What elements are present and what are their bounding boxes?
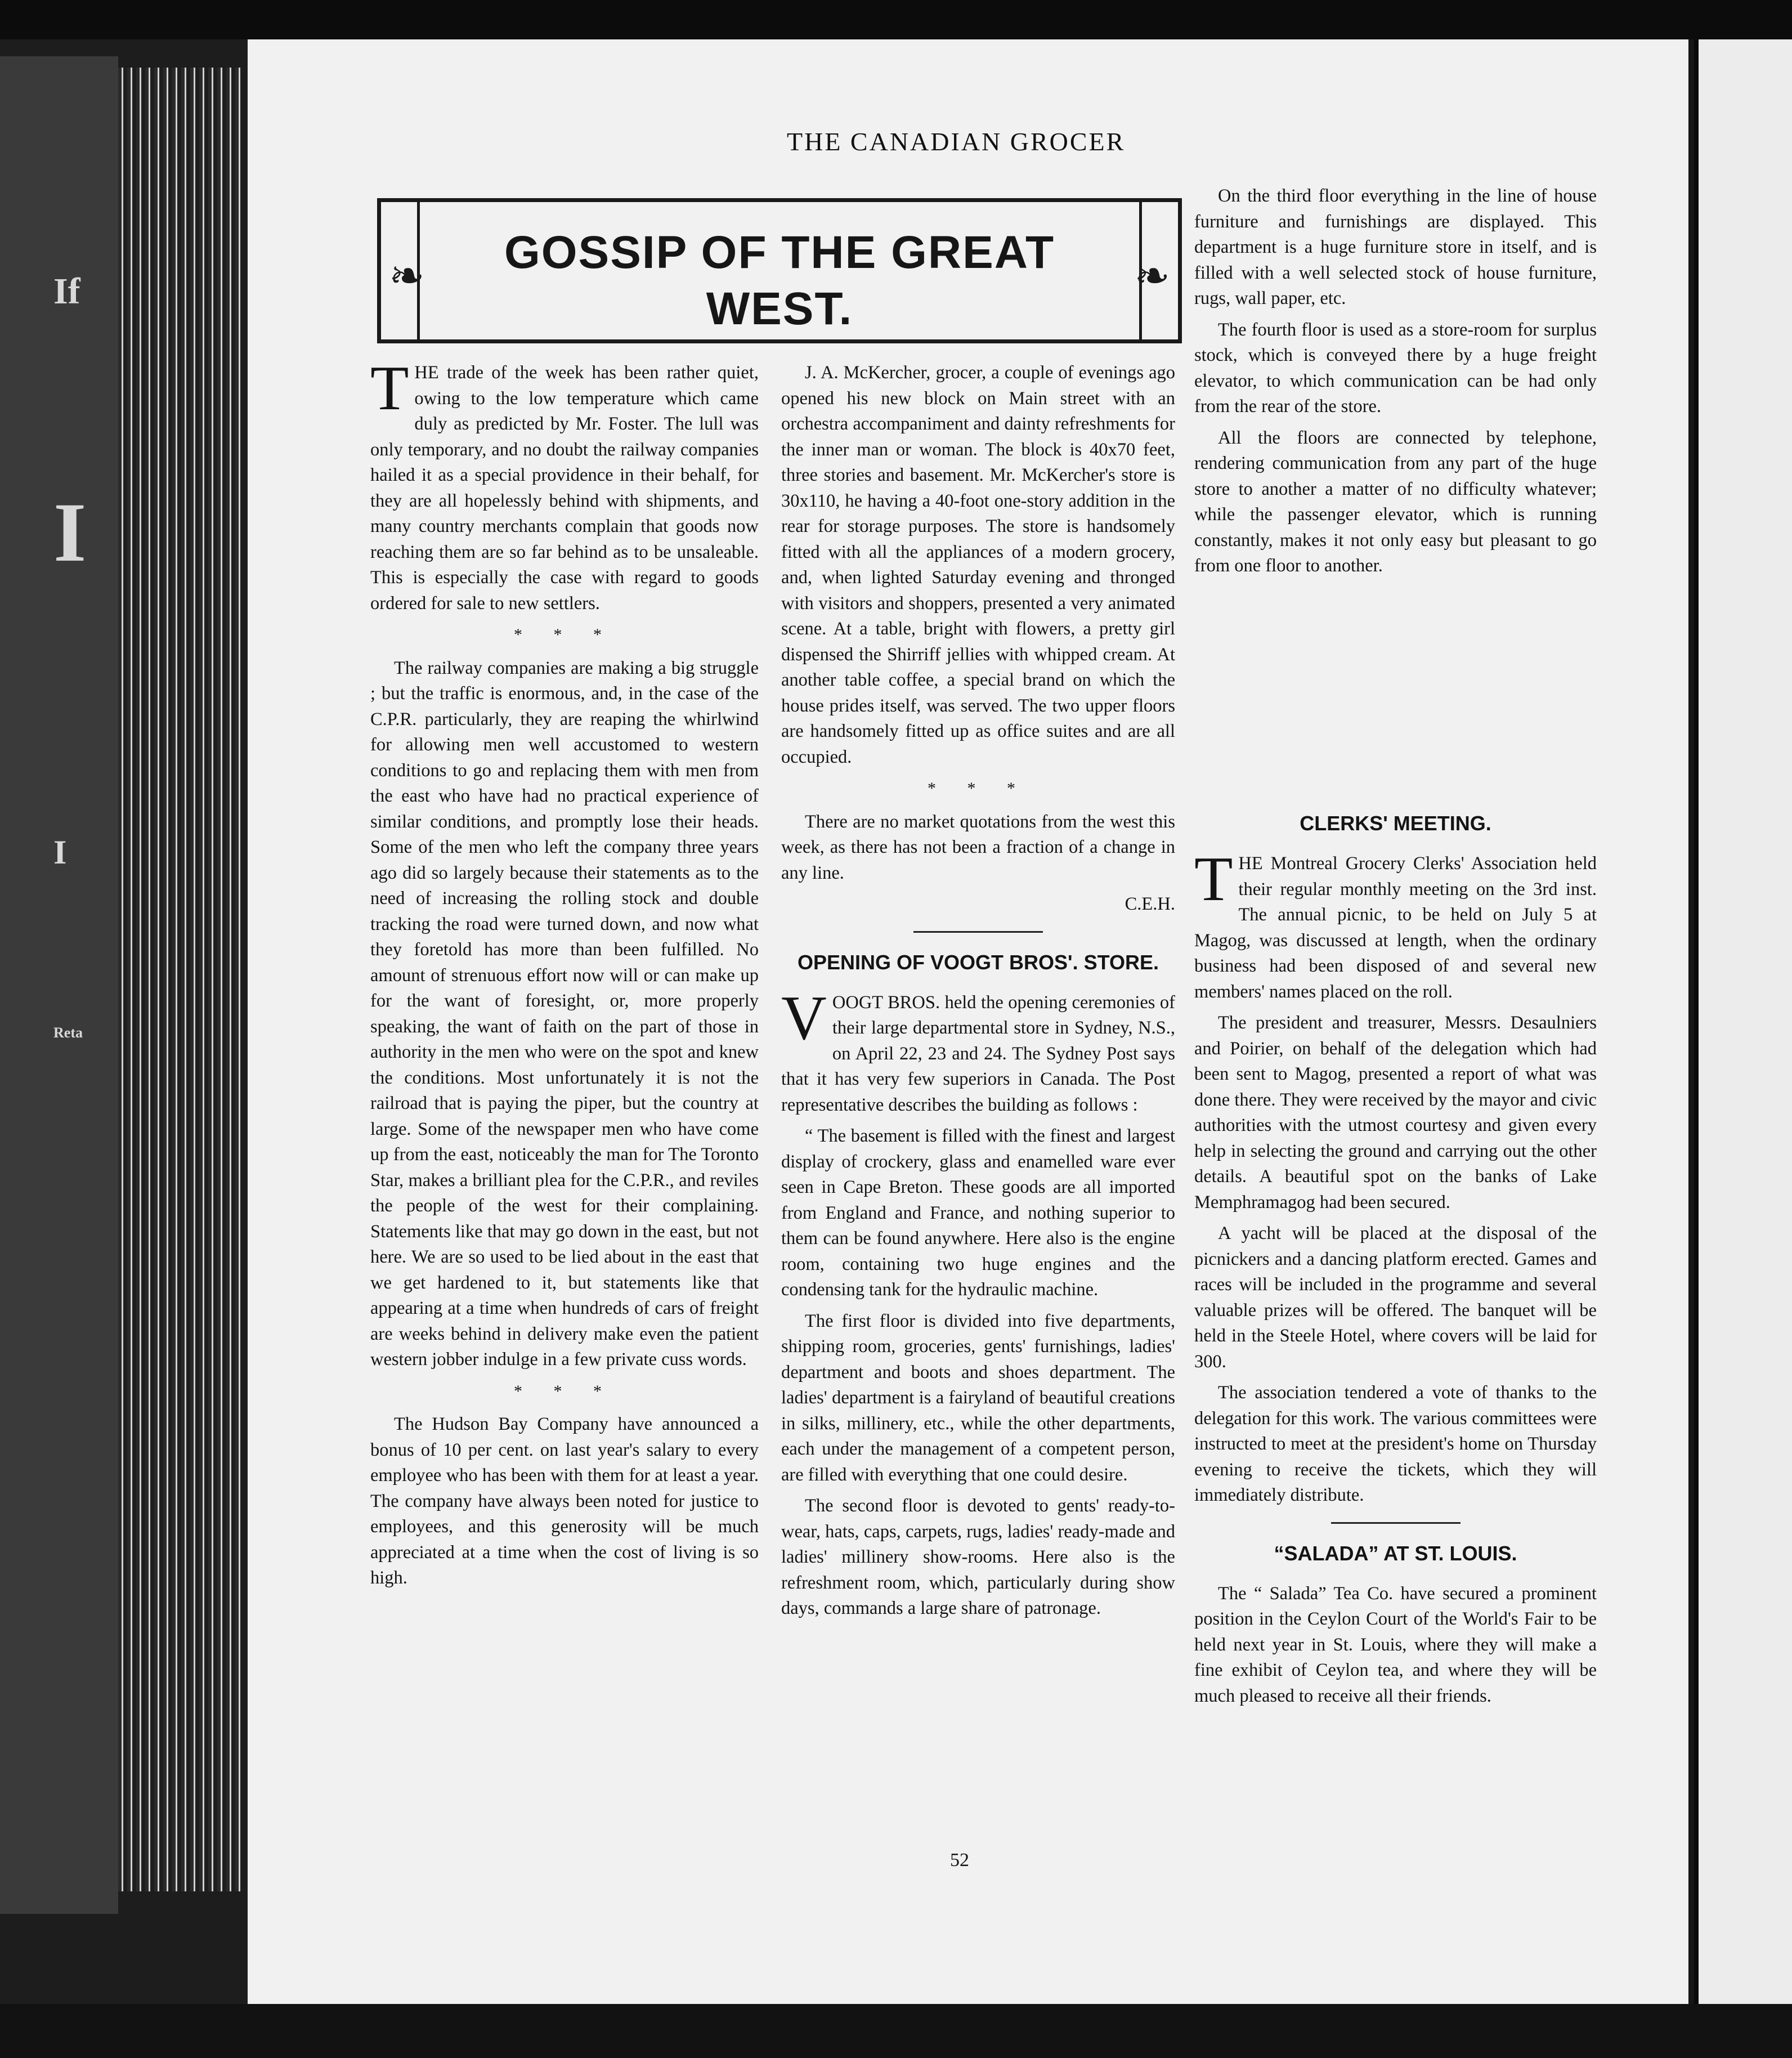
paragraph	[781, 983, 1175, 1119]
column-2	[781, 360, 1175, 1627]
paragraph: The association tendered a vote of thanks to the delegation for this work. The various committees were instructed to meet at the president's home on Thursday evening to receive the tickets, which they will immediately distribute.	[1194, 1383, 1597, 1505]
paragraph: The first floor is divided into five departments, shipping room, groceries, gents' furnishings, ladies' department and boots and shoes department. The ladies' department is a fairyland of beautiful creations in silks, millinery, etc., while the other departments, each under the management of a competent person, are filled with everything that one could desire.	[781, 1310, 1175, 1485]
paragraph: There are no market quotations from the west this week, as there has not been a fraction of a change in any line.	[781, 811, 1175, 883]
paragraph: J. A. McKercher, grocer, a couple of evenings ago opened his new block on Main street with an orchestra accompaniment and dainty refreshments for the inner man or woman. The block is 40x70 feet, three stories and basement. Mr. McKercher's store is 30x110, he having a 40-foot one-story addition in the rear for storage purposes. The store is handsomely fitted with all the appliances of a modern grocery, and, when lighted Saturday evening and thronged with visitors and shoppers, presented a very animated scene. At a table, bright with flowers, a pretty girl dispensed the Shirriff jellies with whipped cream. At another table coffee, a special brand on which the house prides itself, was served. The two upper floors are handsomely fitted up as office suites and are all occupied.	[781, 363, 1175, 767]
page-number: 52	[950, 1850, 969, 1871]
section-separator: * * *	[928, 779, 1029, 798]
title-box	[377, 198, 1182, 343]
paragraph	[370, 354, 759, 616]
paragraph	[1194, 844, 1597, 1005]
left-page-fragment: I	[53, 486, 87, 579]
running-head: THE CANADIAN GROCER	[787, 127, 1126, 156]
paragraph-text: OOGT BROS. held the opening ceremonies of their large departmental store in Sydney, N.S., on April 22, 23 and 24. The Sydney Post says that it has very few superiors in Canada. The Post representative describes the building as follows :	[781, 992, 1175, 1115]
paragraph: All the floors are connected by telephone, rendering communication from any part of the huge store to another a matter of no difficulty whatever; while the passenger elevator, which is running constantly, makes it not only easy but pleasant to go from one floor to another.	[1194, 427, 1597, 576]
article-title	[381, 225, 1178, 337]
section-heading: CLERKS' MEETING.	[1300, 812, 1491, 835]
paragraph: A yacht will be placed at the disposal of the picnickers and a dancing platform erected. Games and races will be included in the programme and several valuable prizes will be offered. The banquet will be held in the Steele Hotel, where covers will be laid for 300.	[1194, 1223, 1597, 1372]
leaf-ornament-icon: ❧	[389, 253, 425, 300]
divider-rule	[913, 931, 1043, 933]
section-heading: OPENING OF VOOGT BROS'. STORE.	[798, 950, 1159, 974]
title-line-2: WEST.	[706, 283, 853, 334]
divider-rule	[1331, 1522, 1461, 1524]
section-separator: * * *	[514, 1381, 615, 1401]
paragraph: The “ Salada” Tea Co. have secured a prominent position in the Ceylon Court of the World's Fair to be held next year in St. Louis, where they will make a fine exhibit of Ceylon tea, and where they will be much pleased to receive all their friends.	[1194, 1583, 1597, 1706]
paragraph: The president and treasurer, Messrs. Desaulniers and Poirier, on behalf of the delegation which had been sent to Magog, presented a report of what was done there. They were received by the mayor and civic authorities with the utmost courtesy and given every help in selecting the ground and carrying out the other details. A beautiful spot on the banks of Lake Memphramagog had been secured.	[1194, 1013, 1597, 1213]
column-4	[1194, 794, 1597, 1715]
previous-page-strip	[0, 56, 118, 1914]
paragraph: “ The basement is filled with the finest and largest display of crockery, glass and enamelled ware ever seen in Cape Breton. These goods are all imported from England and France, and nothing superior to them can be found anywhere. Here also is the engine room, containing two huge engines and the condensing tank for the hydraulic machine.	[781, 1126, 1175, 1300]
title-line-1: GOSSIP OF THE GREAT	[504, 227, 1055, 278]
section-separator: * * *	[514, 625, 615, 644]
next-page-edge	[1694, 39, 1792, 2004]
paragraph: The railway companies are making a big struggle ; but the traffic is enormous, and, in the case of the C.P.R. particularly, they are reaping the whirlwind for allowing men well accustomed to western conditions to go and replacing them with men from the east who have had no practical experience of similar conditions, and promptly lose their heads. Some of the men who left the company three years ago did so largely because their statements as to the need of increasing the rolling stock and double tracking the road were turned down, and now what they foretold has more than been fulfilled. No amount of strenuous effort now will or can make up for the want of foresight, or, more properly speaking, the want of faith on the part of those in authority in the men who were on the spot and knew the conditions. Most unfortunately it is not the railroad that is paying the piper, but the country at large. Some of the newspaper men who have come up from the east, noticeably the man for The Toronto Star, makes a brilliant plea for the C.P.R., and reviles the people of the west for their complaining. Statements like that may go down in the east, but not here. We are so used to be lied about in the east that we get hardened to it, but statements like that appearing at a time when hundreds of cars of freight are weeks behind in delivery make even the patient western jobber indulge in a few private cuss words.	[370, 657, 759, 1370]
paragraph: On the third floor everything in the line of house furniture and furnishings are displayed. This department is a huge furniture store in itself, and is filled with a well selected stock of house furniture, rugs, wall paper, etc.	[1194, 186, 1597, 308]
drop-cap: T	[370, 354, 409, 423]
paragraph: The fourth floor is used as a store-room for surplus stock, which is conveyed there by a huge freight elevator, to which communication can be had only from the rear of the store.	[1194, 319, 1597, 417]
paragraph-text: HE Montreal Grocery Clerks' Association held their regular monthly meeting on the 3rd inst. The annual picnic, to be held on July 5 at Magog, was discussed at length, when the ordinary business had been disposed of and several new members' names placed on the roll.	[1194, 853, 1597, 1002]
left-page-fragment: If	[53, 271, 80, 312]
drop-cap: V	[781, 983, 827, 1053]
scan-border-bottom	[0, 2004, 1792, 2058]
scan-border-top	[0, 0, 1792, 39]
drop-cap: T	[1194, 844, 1233, 914]
left-page-fragment: Reta	[53, 1024, 83, 1041]
column-3	[1194, 184, 1597, 585]
signature: C.E.H.	[1125, 894, 1175, 914]
paragraph-text: HE trade of the week has been rather quiet, owing to the low temperature which came duly as predicted by Mr. Foster. The lull was only temporary, and no doubt the railway companies hailed it as a special providence in their behalf, for they are all hopelessly behind with shipments, and many country merchants complain that goods now reaching them are so far behind as to be unsaleable. This is especially the case with regard to goods ordered for sale to new settlers.	[370, 363, 759, 614]
paragraph: The second floor is devoted to gents' ready-to-wear, hats, caps, carpets, rugs, ladies' ready-made and ladies' millinery show-rooms. Here also is the refreshment room, which, particularly during show days, commands a large share of patronage.	[781, 1496, 1175, 1618]
section-heading: “SALADA” AT ST. LOUIS.	[1274, 1541, 1517, 1565]
left-page-fragment: I	[53, 834, 67, 871]
page-edges	[118, 68, 242, 1891]
column-1	[370, 354, 759, 1597]
leaf-ornament-icon: ❧	[1134, 253, 1170, 300]
paragraph: The Hudson Bay Company have announced a bonus of 10 per cent. on last year's salary to every employee who has been with them for at least a year. The company have always been noted for justice to employees, and this generosity will be much appreciated at a time when the cost of living is so high.	[370, 1414, 759, 1588]
